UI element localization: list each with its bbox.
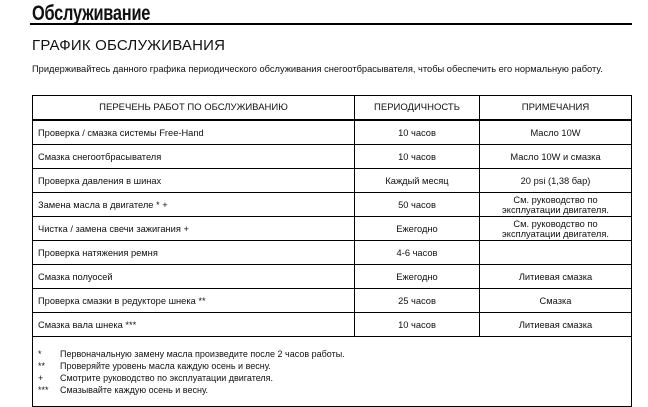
footnote-text: Первоначальную замену масла произведите после 2 часов работы. [60,348,345,359]
frequency-cell: 4-6 часов [355,241,480,265]
footnote-text: Смотрите руководство по эксплуатации двигателя. [60,372,274,383]
table-header-row [33,96,632,121]
table-row [33,193,632,217]
chapter-rule [30,23,632,25]
footnote-mark: *** [38,384,49,395]
header-notes: ПРИМЕЧАНИЯ [480,96,632,121]
header-task: ПЕРЕЧЕНЬ РАБОТ ПО ОБСЛУЖИВАНИЮ [33,96,355,121]
notes-cell: См. руководство по эксплуатации двигателя. [480,193,632,217]
notes-cell: Литиевая смазка [480,265,632,289]
notes-cell [480,241,632,265]
footnotes-cell [33,337,632,407]
task-cell: Проверка / смазка системы Free-Hand [33,120,355,145]
task-cell: Проверка давления в шинах [33,169,355,193]
footnote [38,372,626,384]
section-title: ГРАФИК ОБСЛУЖИВАНИЯ [32,37,226,54]
notes-cell: Литиевая смазка [480,313,632,337]
frequency-cell: 50 часов [355,193,480,217]
frequency-cell: Ежегодно [355,265,480,289]
notes-cell: Масло 10W [480,120,632,145]
footnote [38,348,626,360]
table-row [33,241,632,265]
notes-cell: Масло 10W и смазка [480,145,632,169]
footnote-text: Проверяйте уровень масла каждую осень и весну. [60,360,271,371]
footnote [38,384,626,396]
task-cell: Проверка смазки в редукторе шнека ** [33,289,355,313]
task-cell: Смазка полуосей [33,265,355,289]
table-row [33,289,632,313]
footnotes-row [33,337,632,407]
header-frequency: ПЕРИОДИЧНОСТЬ [355,96,480,121]
footnote-mark: ** [38,360,46,371]
notes-cell: 20 psi (1,38 бар) [480,169,632,193]
intro-paragraph: Придерживайтесь данного графика периодического обслуживания снегоотбрасывателя, чтобы обеспечить его нормальную работу. [32,64,603,74]
footnote-text: Смазывайте каждую осень и весну. [60,384,209,395]
task-cell: Смазка вала шнека *** [33,313,355,337]
footnote-mark: + [38,372,44,383]
notes-cell: См. руководство по эксплуатации двигателя. [480,217,632,241]
frequency-cell: Ежегодно [355,217,480,241]
table-row [33,120,632,145]
task-cell: Чистка / замена свечи зажигания + [33,217,355,241]
frequency-cell: 25 часов [355,289,480,313]
notes-cell: Смазка [480,289,632,313]
frequency-cell: 10 часов [355,313,480,337]
frequency-cell: 10 часов [355,145,480,169]
frequency-cell: Каждый месяц [355,169,480,193]
table-row [33,217,632,241]
table-row [33,145,632,169]
table-row [33,265,632,289]
chapter-title: Обслуживание [32,2,151,25]
table-row [33,313,632,337]
task-cell: Проверка натяжения ремня [33,241,355,265]
task-cell: Замена масла в двигателе * + [33,193,355,217]
task-cell: Смазка снегоотбрасывателя [33,145,355,169]
footnote [38,360,626,372]
frequency-cell: 10 часов [355,120,480,145]
table-row [33,169,632,193]
maintenance-schedule-table [32,95,632,407]
footnote-mark: * [38,348,42,359]
